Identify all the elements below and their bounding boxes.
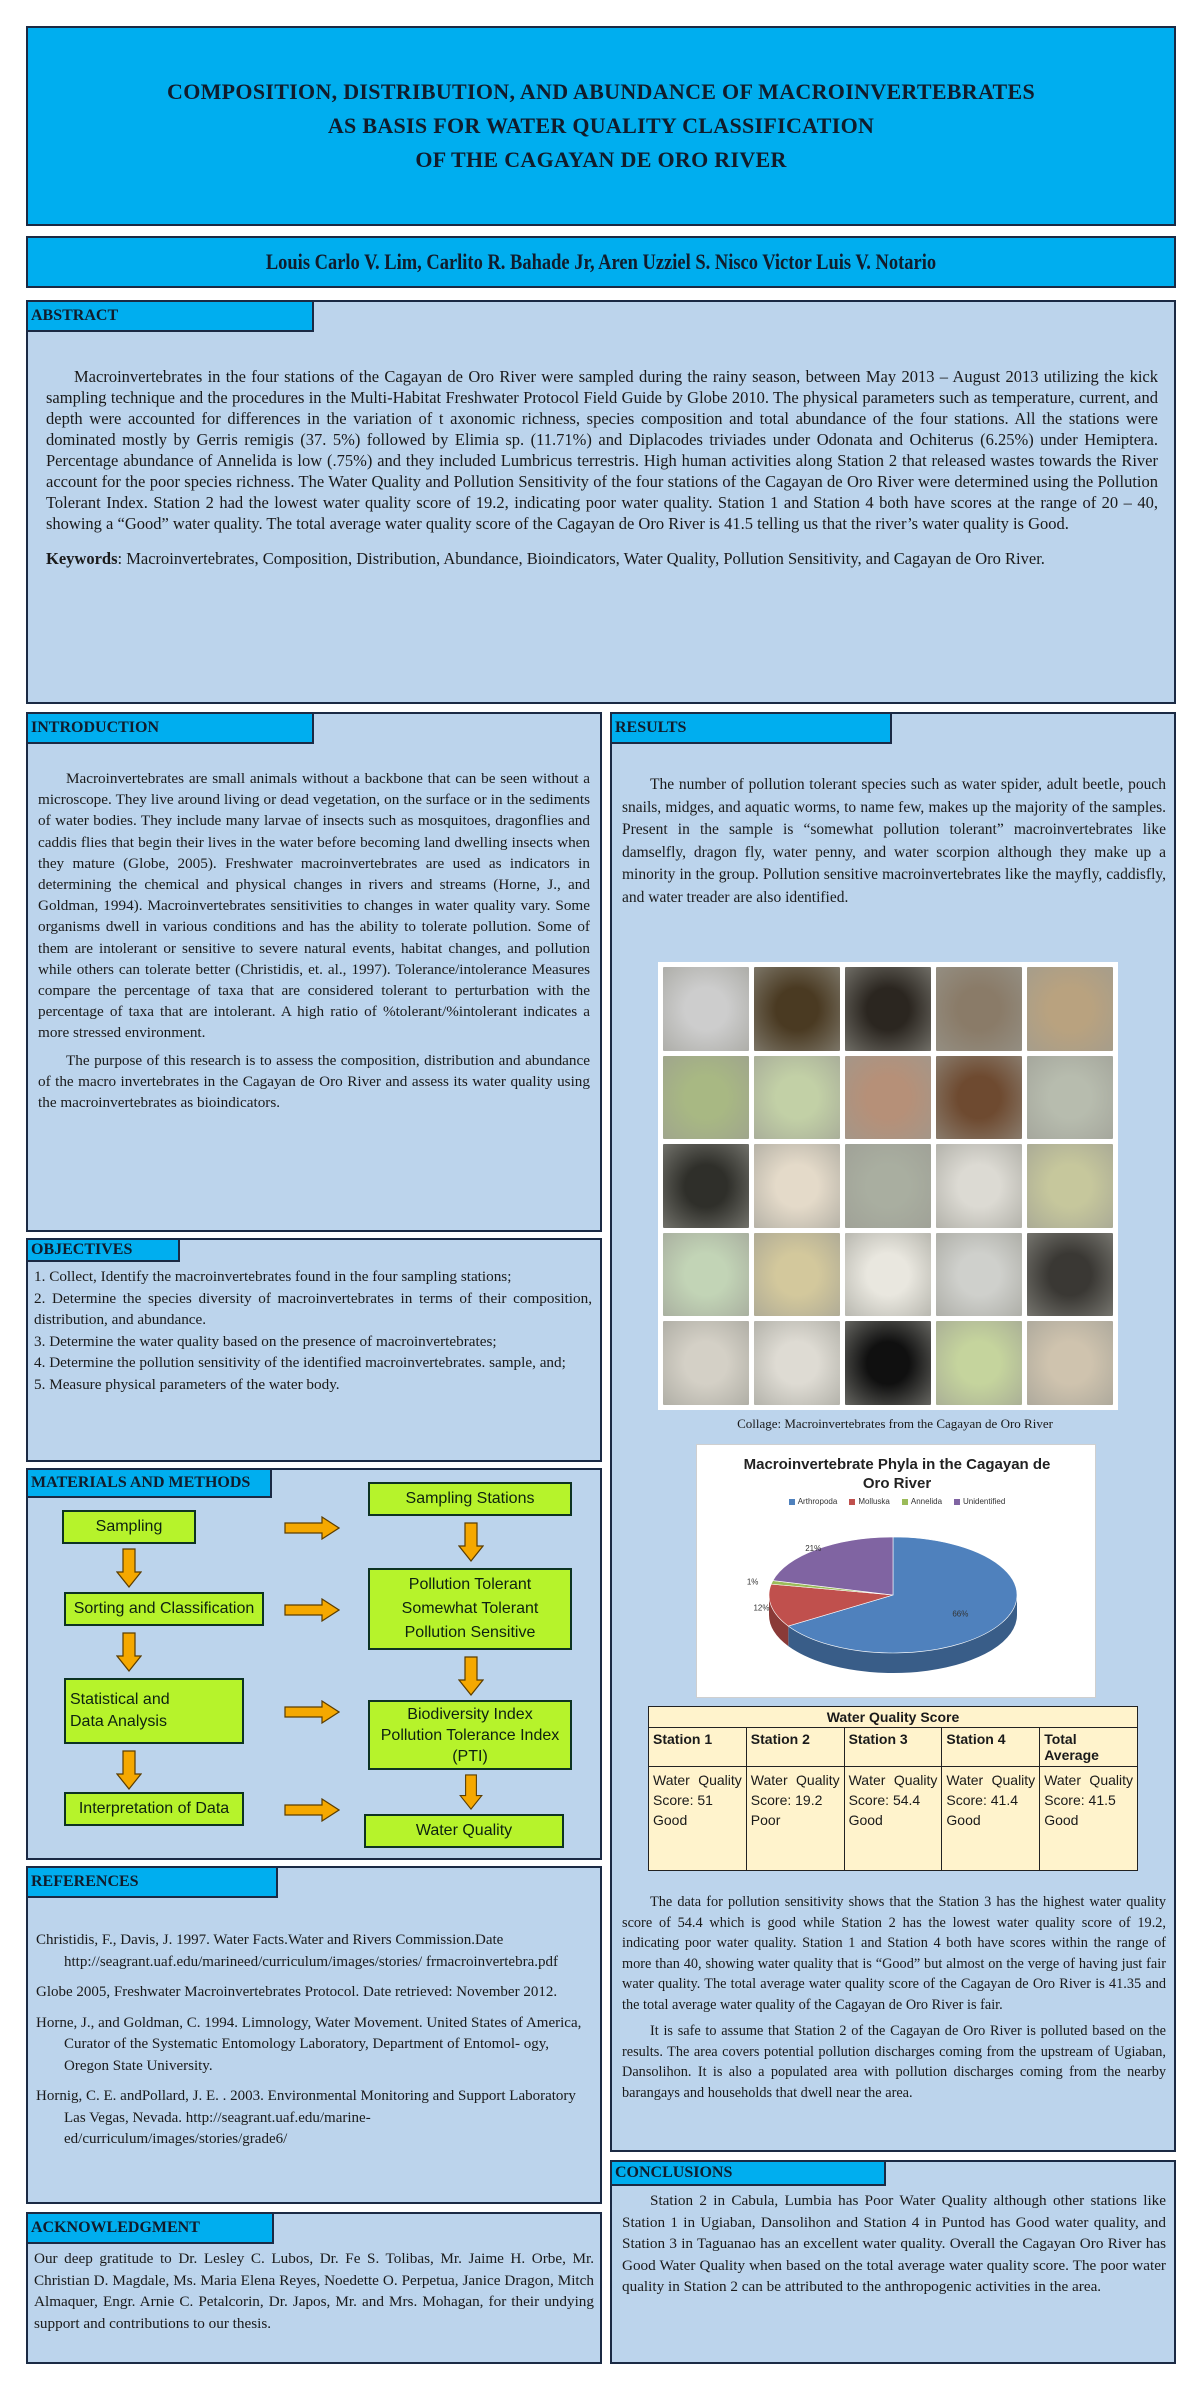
- macroinvertebrate-collage: [658, 962, 1118, 1410]
- flow-water-quality: Water Quality: [364, 1814, 564, 1848]
- legend-label: Unidentified: [963, 1497, 1006, 1506]
- references-list: [36, 1930, 592, 2160]
- pie-data-label: 21%: [805, 1543, 822, 1553]
- introduction-p2: The purpose of this research is to assess the composition, distribution and abundance of the macro invertebrates in the Cagayan de Oro River and assess its water quality using the macroinvertebrates as bioindicators.: [38, 1051, 590, 1112]
- collage-photo: [936, 1144, 1022, 1228]
- flow-index: [368, 1700, 572, 1770]
- introduction-body: [38, 768, 590, 1119]
- abstract-section: [26, 300, 1176, 704]
- table-header: Station 2: [746, 1728, 844, 1767]
- collage-photo: [663, 967, 749, 1051]
- references-heading: REFERENCES: [28, 1868, 278, 1898]
- collage-photo: [1027, 1144, 1113, 1228]
- results-section: [610, 712, 1176, 2152]
- flow-tolerance-line3: Pollution Sensitive: [404, 1624, 536, 1641]
- table-cell: [649, 1767, 747, 1871]
- table-cell: [942, 1767, 1040, 1871]
- pie-data-label: 12%: [753, 1603, 770, 1613]
- collage-photo: [663, 1144, 749, 1228]
- introduction-p1: Macroinvertebrates are small animals without a backbone that can be seen without a microscope. They live around living or dead vegetation, on the surface or in the sediments of water bodies. They include many larvae of insects such as mosquitoes, dragonflies and caddis flies that begin their lives in the water before becoming land dwelling insects when they mature (Globe, 2005). Freshwater macroinvertebrates are used as indicators in determining the chemical and physical changes in rivers and streams (Horne, J., and Goldman, 1994). Macroinvertebrates sensitivities to changes in water quality vary. Some organisms dwell in various conditions and has the ability to tolerate pollution. Some of them are intolerant or sensitive to severe natural events, habitat changes, and pollution while others can tolerate better (Christidis, et. al., 1997). Tolerance/intolerance Measures compare the percentage of taxa that are considered tolerant to perturbation with the percentage of taxa that are intolerant. A high ratio of %tolerant/%intolerant indicates a more stressed environment.: [38, 770, 590, 1042]
- objective-item: 4. Determine the pollution sensitivity of the identified macroinvertebrates. sample, and;: [34, 1354, 566, 1371]
- cell-score: Water Quality Score: 51: [653, 1772, 742, 1808]
- flow-tolerance-line1: Pollution Tolerant: [408, 1576, 532, 1593]
- pie-data-label: 1%: [746, 1577, 759, 1587]
- collage-photo: [754, 1233, 840, 1317]
- flow-sampling: Sampling: [62, 1510, 196, 1544]
- keywords: [46, 548, 1158, 569]
- acknowledgment-heading: ACKNOWLEDGMENT: [28, 2214, 274, 2244]
- arrow-right-icon: [284, 1700, 340, 1724]
- results-heading: RESULTS: [612, 714, 892, 744]
- objective-item: 2. Determine the species diversity of macroinvertebrates in terms of their composition, distribution, and abundance.: [34, 1289, 592, 1328]
- cell-score: Water Quality Score: 41.4: [946, 1772, 1036, 1808]
- water-quality-table: [648, 1706, 1138, 1871]
- title-line-3: OF THE CAGAYAN DE ORO RIVER: [415, 147, 787, 172]
- arrow-right-icon: [284, 1798, 340, 1822]
- table-header-row: [649, 1728, 1138, 1767]
- arrow-down-icon: [458, 1656, 484, 1696]
- reference-item: Globe 2005, Freshwater Macroinvertebrates Protocol. Date retrieved: November 2012.: [36, 1984, 558, 2000]
- arrow-right-icon: [284, 1598, 340, 1622]
- chart-title-line1: Macroinvertebrate Phyla in the Cagayan de: [743, 1456, 1051, 1473]
- title-line-2: AS BASIS FOR WATER QUALITY CLASSIFICATION: [327, 113, 875, 138]
- cell-rating: Good: [946, 1812, 981, 1828]
- objective-item: 1. Collect, Identify the macroinvertebrates found in the four sampling stations;: [34, 1268, 512, 1285]
- flow-sorting: Sorting and Classification: [64, 1592, 264, 1626]
- collage-photo: [754, 1321, 840, 1405]
- flow-statistical: [64, 1678, 244, 1744]
- table-caption-row: [649, 1707, 1138, 1728]
- arrow-down-icon: [116, 1632, 142, 1672]
- collage-photo: [1027, 1056, 1113, 1140]
- conclusions-text: Station 2 in Cabula, Lumbia has Poor Water Quality although other stations like Station 1 in Ugiaban, Dansolihon and Station 4 in Puntod has Good water quality, and Station 3 in Taguanao has an excellent water quality. Overall the Cagayan Oro River has Good Water Quality when based on the total average water quality score. The poor water quality in Station 2 can be attributed to the anthropogenic activities in the area.: [622, 2192, 1166, 2295]
- table-header: Station 1: [649, 1728, 747, 1767]
- collage-photo: [663, 1056, 749, 1140]
- results-p3: It is safe to assume that Station 2 of the Cagayan de Oro River is polluted based on the results. The area covers potential pollution discharges coming from the upstream of Ugiaban, Dansolihon. It is also a populated area with pollution discharges coming from the nearby barangays and households that dwell near the area.: [622, 2023, 1166, 2101]
- reference-item: Christidis, F., Davis, J. 1997. Water Facts.Water and Rivers Commission.Date http://seagrant.uaf.edu/marineed/curriculum/images/stories/ frmacroinvertebra.pdf: [36, 1932, 558, 1970]
- authors: Louis Carlo V. Lim, Carlito R. Bahade Jr, Aren Uzziel S. Nisco Victor Luis V. Notario: [265, 249, 937, 274]
- acknowledgment-text: Our deep gratitude to Dr. Lesley C. Lubos, Dr. Fe S. Tolibas, Mr. Jaime H. Orbe, Mr. Christian D. Magdale, Ms. Maria Elena Reyes, Noedette O. Perpetua, Janice Dragon, Mitch Almaquer, Engr. Arnie C. Petalcorin, Dr. Japos, Mr. and Mrs. Mohagan, for their undying support and contributions to our thesis.: [34, 2250, 594, 2332]
- cell-score: Water Quality Score: 54.4: [848, 1772, 938, 1808]
- results-p1: The number of pollution tolerant species such as water spider, adult beetle, pouch snails, midges, and aquatic worms, to name few, makes up the majority of the samples. Present in the sample is “somewhat pollution tolerant” macroinvertebrates like damselfly, dragon fly, water penny, and water scorpion although they make up a minority in the group. Pollution sensitive macroinvertebrates like the mayfly, caddisfly, and water treader are also identified.: [622, 776, 1166, 906]
- authors-banner: [26, 236, 1176, 288]
- table-cell: [844, 1767, 942, 1871]
- flow-stations: Sampling Stations: [368, 1482, 572, 1516]
- arrow-right-icon: [284, 1516, 340, 1540]
- cell-rating: Good: [848, 1812, 883, 1828]
- pie-plot: [697, 1445, 1097, 1699]
- table-header: Station 3: [844, 1728, 942, 1767]
- objectives-section: [26, 1238, 602, 1462]
- cell-rating: Poor: [750, 1812, 781, 1828]
- flow-statistical-line1: Statistical and: [70, 1691, 170, 1708]
- arrow-down-icon: [116, 1548, 142, 1588]
- introduction-section: [26, 712, 602, 1232]
- table-caption: Water Quality Score: [649, 1707, 1138, 1728]
- collage-photo: [754, 1144, 840, 1228]
- conclusions-heading: CONCLUSIONS: [612, 2162, 886, 2186]
- collage-photo: [845, 967, 931, 1051]
- legend-label: Molluska: [858, 1497, 890, 1506]
- cell-score: Water Quality Score: 19.2: [750, 1772, 840, 1808]
- flow-index-line2: Pollution Tolerance Index: [380, 1726, 560, 1744]
- title-line-1: COMPOSITION, DISTRIBUTION, AND ABUNDANCE OF MACROINVERTEBRATES: [167, 79, 1035, 104]
- reference-item: Hornig, C. E. andPollard, J. E. . 2003. Environmental Monitoring and Support Laboratory Las Vegas, Nevada. http://seagrant.uaf.edu/marine-ed/curriculum/images/stories/grade6/: [36, 2088, 576, 2147]
- collage-photo: [1027, 967, 1113, 1051]
- arrow-down-icon: [458, 1774, 484, 1810]
- results-discussion: [622, 1892, 1166, 2109]
- collage-photo: [754, 967, 840, 1051]
- pie-data-label: 66%: [952, 1609, 969, 1619]
- flow-tolerance: [368, 1568, 572, 1650]
- reference-item: Horne, J., and Goldman, C. 1994. Limnology, Water Movement. United States of America, Curator of the Systematic Entomology Laboratory, Department of Entomol- ogy, Oregon State University.: [36, 2014, 582, 2074]
- cell-score: Water Quality Score: 41.5: [1044, 1772, 1133, 1808]
- introduction-heading: INTRODUCTION: [28, 714, 314, 744]
- results-intro: [622, 774, 1166, 915]
- collage-photo: [936, 1056, 1022, 1140]
- collage-photo: [936, 1233, 1022, 1317]
- abstract-body: [46, 366, 1158, 575]
- keywords-label: Keywords: [46, 549, 118, 568]
- collage-caption: Collage: Macroinvertebrates from the Cagayan de Oro River: [737, 1416, 1053, 1431]
- table-row: [649, 1767, 1138, 1871]
- collage-photo: [936, 1321, 1022, 1405]
- collage-photo: [845, 1144, 931, 1228]
- table-header: Total Average: [1040, 1728, 1138, 1767]
- keywords-text: : Macroinvertebrates, Composition, Distribution, Abundance, Bioindicators, Water Quality, Pollution Sensitivity, and Cagayan de Oro River.: [117, 549, 1045, 568]
- title-banner: [26, 26, 1176, 226]
- flow-interpretation: Interpretation of Data: [64, 1792, 244, 1826]
- collage-photo: [936, 967, 1022, 1051]
- poster-title: [167, 75, 1035, 177]
- collage-photo: [845, 1233, 931, 1317]
- objectives-heading: OBJECTIVES: [28, 1240, 180, 1262]
- table-header: Station 4: [942, 1728, 1040, 1767]
- conclusions-section: [610, 2160, 1176, 2364]
- collage-photo: [663, 1321, 749, 1405]
- objectives-list: [34, 1266, 592, 1395]
- arrow-down-icon: [458, 1522, 484, 1562]
- results-p2: The data for pollution sensitivity shows that the Station 3 has the highest water quality score of 54.4 which is good while Station 2 has the lowest water quality score of 19.2, indicating poor water quality. Station 1 and Station 4 both have scores within the range of more than 40, showing water quality that is “Good” but almost on the verge of having just fair water quality. The total average water quality score of the Cagayan de Oro River is 41.35 and the total average water quality of the Cagayan de Oro River is fair.: [622, 1894, 1166, 2013]
- acknowledgment-section: [26, 2212, 602, 2364]
- objective-item: 5. Measure physical parameters of the water body.: [34, 1375, 340, 1393]
- collage-photo: [754, 1056, 840, 1140]
- legend-label: Annelida: [910, 1497, 943, 1506]
- phyla-pie-chart: [696, 1444, 1096, 1698]
- references-section: [26, 1866, 602, 2204]
- table-cell: [746, 1767, 844, 1871]
- arrow-down-icon: [116, 1750, 142, 1790]
- cell-rating: Good: [1044, 1812, 1079, 1828]
- flow-index-line1: Biodiversity Index: [407, 1705, 533, 1723]
- cell-rating: Good: [653, 1812, 688, 1828]
- collage-photo: [1027, 1233, 1113, 1317]
- methods-section: [26, 1468, 602, 1860]
- flow-index-line3: (PTI): [452, 1747, 488, 1765]
- collage-photo: [845, 1321, 931, 1405]
- collage-photo: [1027, 1321, 1113, 1405]
- table-cell: [1040, 1767, 1138, 1871]
- objective-item: 3. Determine the water quality based on the presence of macroinvertebrates;: [34, 1332, 497, 1350]
- methods-heading: MATERIALS AND METHODS: [28, 1470, 272, 1498]
- collage-photo: [663, 1233, 749, 1317]
- collage-photo: [845, 1056, 931, 1140]
- abstract-heading: ABSTRACT: [28, 302, 314, 332]
- chart-title-line2: Oro River: [862, 1475, 932, 1492]
- flow-statistical-line2: Data Analysis: [70, 1713, 167, 1730]
- legend-label: Arthropoda: [797, 1497, 838, 1506]
- flow-tolerance-line2: Somewhat Tolerant: [401, 1600, 539, 1617]
- abstract-text: Macroinvertebrates in the four stations of the Cagayan de Oro River were sampled during the rainy season, between May 2013 – August 2013 utilizing the kick sampling technique and the procedures in the Multi-Habitat Freshwater Protocol Field Guide by Globe 2010. The physical parameters such as temperature, current, and depth were accounted for differences in the variation of t axonomic richness, species composition and total abundance of the four stations. All the stations were dominated mostly by Gerris remigis (37. 5%) followed by Elimia sp. (11.71%) and Diplacodes triviades under Odonata and Ochiterus (6.25%) under Hemiptera. Percentage abundance of Annelida is low (.75%) and they included Lumbricus terrestris. High human activities along Station 2 that released wastes towards the River account for the poor species richness. The Water Quality and Pollution Sensitivity of the four stations of the Cagayan de Oro River were determined using the Pollution Tolerant Index. Station 2 had the lowest water quality score of 19.2, indicating poor water quality. Station 1 and Station 4 both have scores at the range of 20 – 40, showing a “Good” water quality. The total average water quality score of the Cagayan de Oro River is 41.5 telling us that the river’s water quality is Good.: [46, 367, 1158, 533]
- conclusions-body: [622, 2190, 1166, 2304]
